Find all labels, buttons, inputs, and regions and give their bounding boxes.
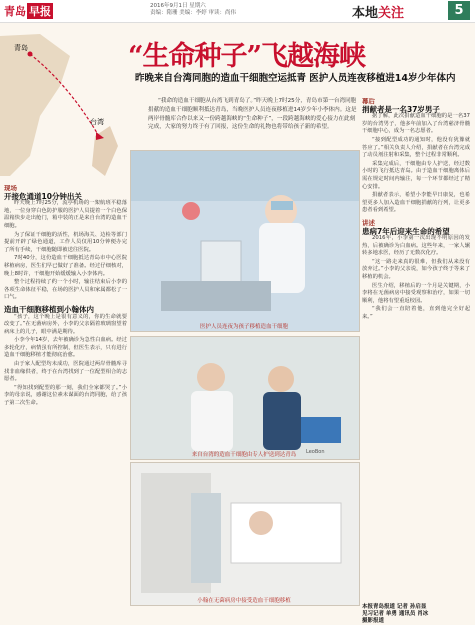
byline [362,604,470,625]
right-paragraph: 据了解，此次捐献造血干细胞的是一名37岁的台湾男子，他多年前加入了台湾慈济骨髓干细胞中心，成为一名志愿者。 [362,113,470,135]
left-section-title: 开接危通道10分钟出关 [4,191,82,201]
left-section-label: 现场 [4,185,17,192]
byline-line: 摄影报道 [362,618,385,624]
photo2-caption: 来自台湾的造血干细胞由专人护送到达青岛 [191,452,297,458]
photo3-illustration [131,463,359,605]
subheadline: 昨晚来自台湾同胞的造血干细胞空运抵青 医护人员连夜移植进14岁少年体内 [135,73,456,84]
section-prefix: 本地 [352,6,379,21]
photo1-illustration [131,151,359,331]
section-title [352,2,404,21]
section-highlight: 关注 [378,6,405,21]
logo-badge: 早报 [27,3,53,19]
photo-sterile-ward [130,462,360,606]
right-paragraph: “这一路走来真的很难，但我们从来没有放弃过。”小李的父亲说，如今孩子终于等来了移植的机会。 [362,258,470,281]
byline-line: 见习记者 单勇 通讯员 肖冰 [362,611,429,617]
left-paragraph: 为了保证干细胞的活性，机场海关、边检等部门提前开辟了绿色通道，工作人员仅用10分钟便办完了所有手续，干细胞随即被送往医院。 [4,231,127,253]
right-paragraph: 捐献者表示，希望小李能早日康复，也希望更多人加入造血干细胞捐献的行列，让更多患者看到希望。 [362,192,470,214]
photo-doctor-transfusion [130,150,360,332]
page-number: 5 [448,1,470,20]
headline: “生命种子”飞越海峡 [128,41,366,72]
byline-line: 本报青岛报道 记者 孙启显 [362,604,427,610]
issue-date: 2016年9月1日 星期六 [150,3,206,9]
right-section-title: 捐献者是一名37岁男子 [362,104,440,114]
right-paragraph: “我们会一直陪着他，直到他完全好起来。” [362,306,470,321]
right-paragraph: 采集完成后，干细胞由专人护送，经过数小时的飞行抵达青岛。由于造血干细胞离体后需在规定时间内输注，每一个环节都经过了精心安排。 [362,160,470,190]
left-paragraph: “孩子，这个晚上是很有意义的，你的生命就要改变了。”在无菌病房外，小李的父亲隔着玻璃窗望着病床上的儿子，眼中满是期待。 [4,313,127,335]
issue-editors: 责编：隋珊 美编：李婷 审读：尚伟 [150,10,236,16]
left-column [4,185,127,615]
lead-paragraph: “我命的造血干细胞从台湾飞到青岛了。”昨天晚上7时25分，青岛市第一台湾同胞捐献的造血干细胞顺利抵达青岛，当晚医护人员连夜移植进14岁少年小李体内。这是两岸骨髓库合作以来又一份跨越海峡的“生命种子”，一段跨越海峡的爱心接力在此刻完成，大家的努力终于有了回报，这份生命的礼物也将带给孩子新的希望。 [148,98,357,131]
page-header [0,0,475,23]
photo2-illustration [131,337,359,459]
left-paragraph: “得知找到配型的那一刻，我们全家都哭了。”小李的母亲说，感谢这位素未谋面的台湾同胞，给了孩子第二次生命。 [4,384,127,407]
issue-info [150,3,310,17]
left-paragraph: 昨天晚上7时25分，流亭机场的一架航班平稳落地，一位身穿白色防护服的医护人员提着一个白色保温箱快步走出舱门，箱中装的正是来自台湾的造血干细胞。 [4,200,127,229]
right-second-title: 患病7年后迎来生命的希望 [362,226,450,236]
right-second-label: 讲述 [362,218,375,227]
photo2-brand-text: LeoBon [306,449,325,455]
left-paragraph: 由于家人配型均未成功，医院通过两岸骨髓库寻找非血缘供者，终于在台湾找到了一位配型相合的志愿者。 [4,361,127,383]
qingdao-marker [28,52,33,57]
map-label-taiwan: 台湾 [90,118,104,126]
left-second-title: 造血干细胞移植到小翰体内 [4,304,94,314]
right-paragraph: 2016年，小李第一次出现不明原因的发热，后被确诊为白血病。这些年来，一家人辗转多地求医，经历了无数次化疗。 [362,235,470,257]
logo-text: 青岛 [4,6,26,18]
left-paragraph: 小李今年14岁，去年被确诊为急性白血病。经过多轮化疗，病情虽有所控制，但医生表示，只有进行造血干细胞移植才能彻底治愈。 [4,337,127,359]
qingdao-taiwan-map [0,26,130,186]
map-label-qingdao: 青岛 [14,44,28,52]
mainland-shape [0,34,70,176]
left-paragraph: 整个过程持续了约一个小时，输注结束后小李的各项生命体征平稳，在场的医护人员和家属都松了一口气。 [4,279,127,301]
photo1-caption: 医护人员连夜为孩子移植造血干细胞 [199,324,288,330]
right-paragraph: 医生介绍，移植后的一个月是关键期，小李将在无菌病房中接受观察和治疗，如果一切顺利，他将有望重返校园。 [362,282,470,304]
left-paragraph: 7时40分，这份造血干细胞抵达青岛市中心医院移植病房，医生们早已做好了准备。经过仔细核对，晚上8时许，干细胞开始缓缓输入小李体内。 [4,255,127,277]
taiwan-island-shape [92,126,118,176]
right-paragraph: “接到配型成功的通知时，他没有犹豫就答应了。”相关负责人介绍，捐献者在台湾完成了动员剂注射和采集，整个过程非常顺利。 [362,136,470,159]
newspaper-logo [4,3,53,19]
right-column [362,98,470,603]
photo-courier [130,336,360,460]
right-section-label: 幕后 [362,98,375,105]
photo3-caption: 小翰在无菌病房中接受造血干细胞移植 [197,598,291,604]
